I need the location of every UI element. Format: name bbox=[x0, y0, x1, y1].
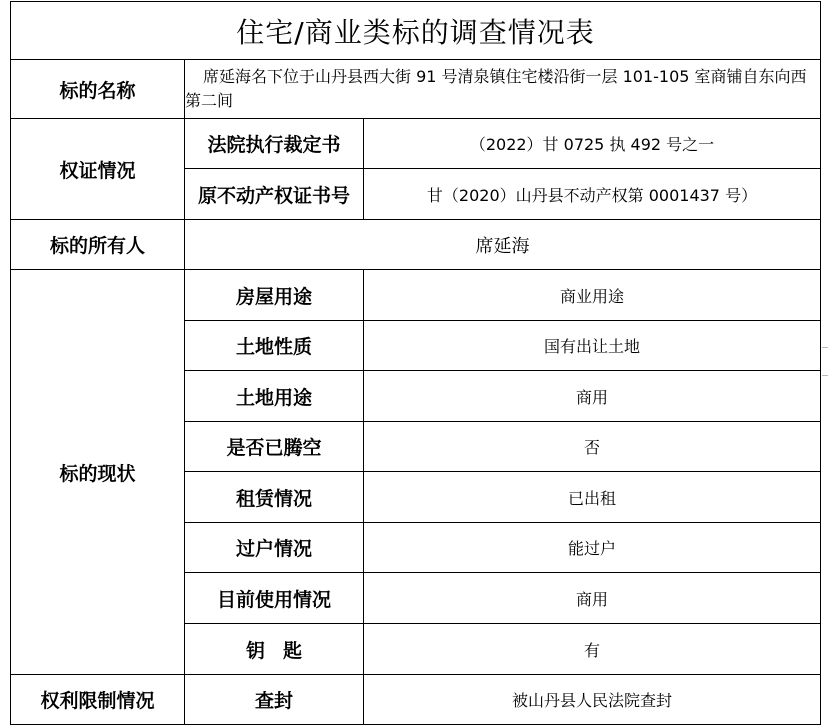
asset-name-label: 标的名称 bbox=[11, 60, 185, 119]
certificate-label: 权证情况 bbox=[11, 119, 185, 220]
house-use-value: 商业用途 bbox=[364, 270, 821, 321]
transfer-label: 过户情况 bbox=[185, 523, 364, 573]
lease-value: 已出租 bbox=[364, 472, 821, 523]
asset-name-value: 席延海名下位于山丹县西大街 91 号清泉镇住宅楼沿街一层 101-105 室商铺自东向西第二间 bbox=[185, 60, 821, 119]
owner-label: 标的所有人 bbox=[11, 220, 185, 270]
status-label: 标的现状 bbox=[11, 270, 185, 675]
land-nature-value: 国有出让土地 bbox=[364, 321, 821, 371]
owner-value: 席延海 bbox=[185, 220, 821, 270]
land-use-label: 土地用途 bbox=[185, 371, 364, 422]
key-label: 钥匙 bbox=[185, 624, 364, 675]
land-nature-label: 土地性质 bbox=[185, 321, 364, 371]
transfer-value: 能过户 bbox=[364, 523, 821, 573]
vacated-value: 否 bbox=[364, 422, 821, 472]
edge-mark bbox=[822, 375, 828, 376]
property-cert-value: 甘（2020）山丹县不动产权第 0001437 号） bbox=[364, 169, 821, 220]
lease-label: 租赁情况 bbox=[185, 472, 364, 523]
current-use-value: 商用 bbox=[364, 573, 821, 624]
edge-mark bbox=[822, 347, 828, 348]
restriction-label: 权利限制情况 bbox=[11, 675, 185, 725]
land-use-value: 商用 bbox=[364, 371, 821, 422]
court-ruling-label: 法院执行裁定书 bbox=[185, 119, 364, 169]
seizure-value: 被山丹县人民法院查封 bbox=[364, 675, 821, 725]
table-title: 住宅/商业类标的调查情况表 bbox=[11, 2, 821, 60]
seizure-label: 查封 bbox=[185, 675, 364, 725]
key-value: 有 bbox=[364, 624, 821, 675]
survey-table bbox=[10, 1, 821, 725]
vacated-label: 是否已腾空 bbox=[185, 422, 364, 472]
current-use-label: 目前使用情况 bbox=[185, 573, 364, 624]
house-use-label: 房屋用途 bbox=[185, 270, 364, 321]
court-ruling-value: （2022）甘 0725 执 492 号之一 bbox=[364, 119, 821, 169]
property-cert-label: 原不动产权证书号 bbox=[185, 169, 364, 220]
